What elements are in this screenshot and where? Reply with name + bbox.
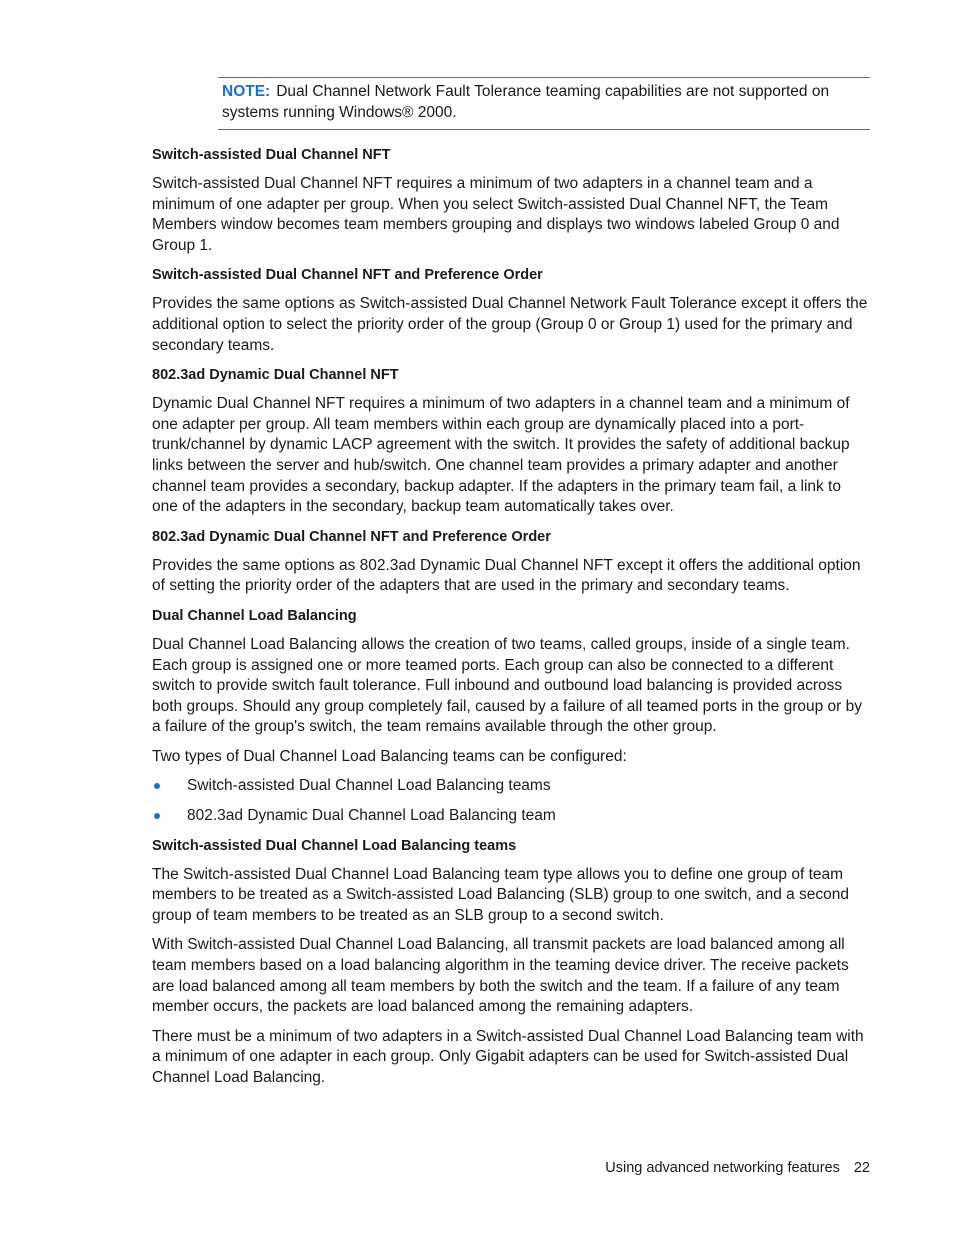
section-heading: Switch-assisted Dual Channel NFT [152,147,391,163]
section-paragraph: With Switch-assisted Dual Channel Load Balancing, all transmit packets are load balanced among all team members based on a load balancing algorithm in the teaming device driver. The receive packets are load balanced among all team members by both the switch and the team. If a failure of any team member occurs, the packets are load balanced among the remaining adapters. [152,936,849,1016]
footer-title: Using advanced networking features [605,1160,840,1176]
section-heading: 802.3ad Dynamic Dual Channel NFT [152,367,399,384]
page-number: 22 [853,1160,870,1176]
section-paragraph: There must be a minimum of two adapters in a Switch-assisted Dual Channel Load Balancing team with a minimum of one adapter in each group. Only Gigabit adapters can be used for Switch-assisted Dual Channel Load Balancing. [152,1027,864,1086]
bullet-list [152,776,870,826]
main-content [152,145,870,1098]
section-paragraph: The Switch-assisted Dual Channel Load Balancing team type allows you to define one group of team members to be treated as a Switch-assisted Load Balancing (SLB) group to one switch, and a second group of team members to be treated as an SLB group to a second switch. [152,865,850,924]
note-text: Dual Channel Network Fault Tolerance teaming capabilities are not supported on systems running Windows® 2000. [222,83,830,121]
section-heading: Switch-assisted Dual Channel NFT and Preference Order [152,267,543,284]
section-heading: Switch-assisted Dual Channel Load Balancing teams [152,837,517,854]
list-item-text: 802.3ad Dynamic Dual Channel Load Balancing team [187,807,556,825]
list-item [152,806,870,827]
bullet-icon [154,783,160,789]
list-item [152,776,870,797]
note-box [218,77,870,130]
section-heading: Dual Channel Load Balancing [152,607,357,624]
page-footer [605,1158,870,1178]
note-label: NOTE: [222,83,271,100]
section-paragraph: Two types of Dual Channel Load Balancing teams can be configured: [152,747,627,765]
section-paragraph: Dynamic Dual Channel NFT requires a minimum of two adapters in a channel team and a minimum of one adapter per group. All team members within each group are dynamically placed into a port-trunk/channel by dynamic LACP agreement with the switch. It provides the safety of additional backup links between the server and hub/switch. One channel team provides a primary adapter and another channel team provides a secondary, backup adapter. If the adapters in the primary team fail, a link to one of the adapters in the secondary, backup team automatically takes over. [152,395,850,516]
bullet-icon [154,813,160,819]
section-paragraph: Dual Channel Load Balancing allows the creation of two teams, called groups, inside of a single team. Each group is assigned one or more teamed ports. Each group can also be connected to a different switch to provide switch fault tolerance. Full inbound and outbound load balancing is provided across both groups. Should any group completely fail, caused by a failure of all teamed ports in the group or by a failure of the group's switch, the team remains available through the other group. [152,635,862,736]
section-paragraph: Switch-assisted Dual Channel NFT requires a minimum of two adapters in a channel team and a minimum of one adapter per group. When you select Switch-assisted Dual Channel NFT, the Team Members window becomes team members grouping and displays two windows labeled Group 0 and Group 1. [152,175,840,254]
section-heading: 802.3ad Dynamic Dual Channel NFT and Preference Order [152,528,551,545]
section-paragraph: Provides the same options as Switch-assisted Dual Channel Network Fault Tolerance except it offers the additional option to select the priority order of the group (Group 0 or Group 1) used for the primary and secondary teams. [152,295,868,354]
section-paragraph: Provides the same options as 802.3ad Dynamic Dual Channel NFT except it offers the additional option of setting the priority order of the adapters that are used in the primary and secondary teams. [152,556,861,595]
list-item-text: Switch-assisted Dual Channel Load Balancing teams [187,777,551,795]
